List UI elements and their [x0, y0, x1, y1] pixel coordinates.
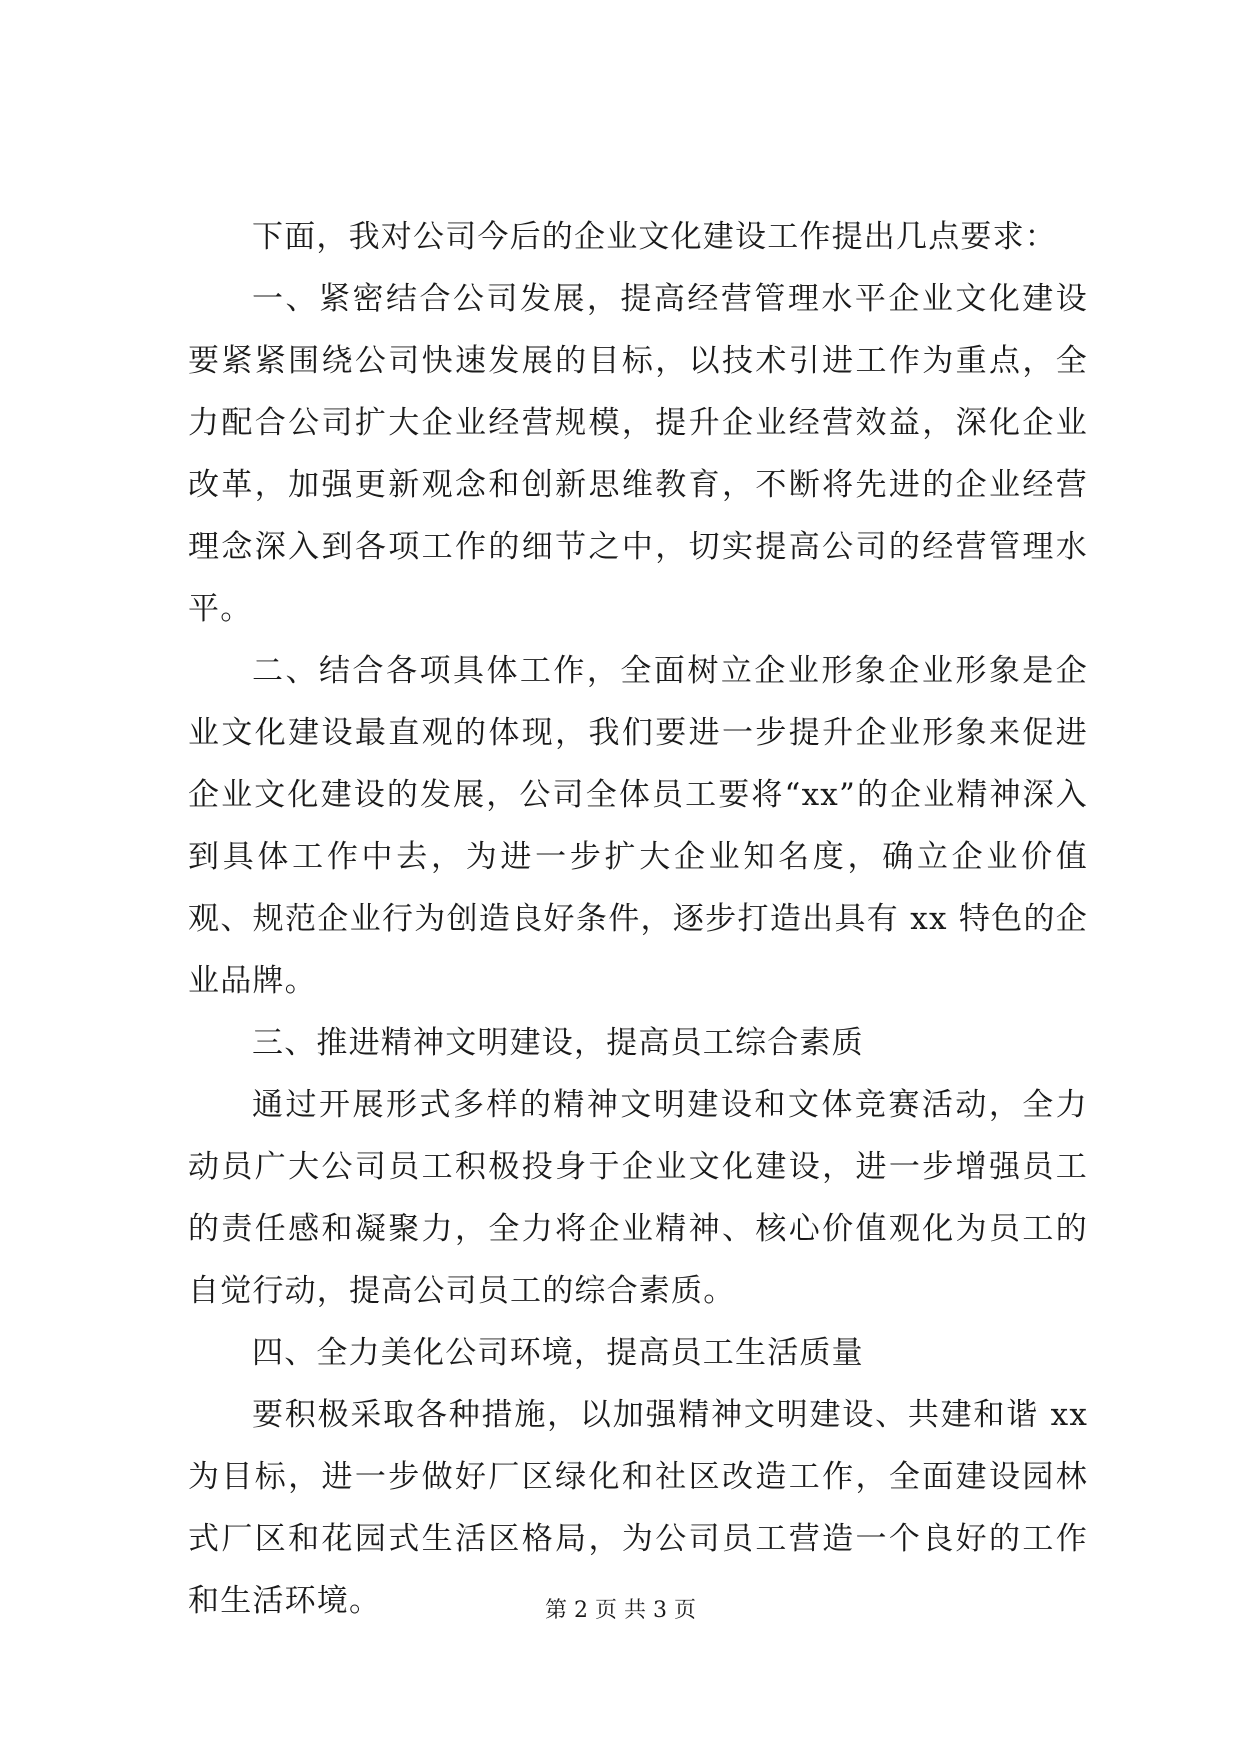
heading-section-three: 三、推进精神文明建设，提高员工综合素质: [252, 1025, 864, 1061]
heading-section-four: 四、全力美化公司环境，提高员工生活质量: [252, 1335, 864, 1371]
paragraph-section-three: 通过开展形式多样的精神文明建设和文体竞赛活动，全力动员广大公司员工积极投身于企业文化建设，进一步增强员工的责任感和凝聚力，全力将企业精神、核心价值观化为员工的自觉行动，提高公司员工的综合素质。: [188, 1087, 1088, 1309]
document-body: [188, 206, 1088, 1632]
paragraph-intro: 下面，我对公司今后的企业文化建设工作提出几点要求：: [252, 219, 1057, 255]
paragraph-section-two: 二、结合各项具体工作，全面树立企业形象企业形象是企业文化建设最直观的体现，我们要进一步提升企业形象来促进企业文化建设的发展，公司全体员工要将“xx”的企业精神深入到具体工作中去，为进一步扩大企业知名度，确立企业价值观、规范企业行为创造良好条件，逐步打造出具有 xx 特色的企业品牌。: [188, 653, 1088, 999]
paragraph-section-four: 要积极采取各种措施，以加强精神文明建设、共建和谐 xx为目标，进一步做好厂区绿化和社区改造工作，全面建设园林式厂区和花园式生活区格局，为公司员工营造一个良好的工作和生活环境。: [188, 1397, 1088, 1619]
page-number-footer: 第 2 页 共 3 页: [545, 1598, 696, 1623]
paragraph-section-one: 一、紧密结合公司发展，提高经营管理水平企业文化建设要紧紧围绕公司快速发展的目标，以技术引进工作为重点，全力配合公司扩大企业经营规模，提升企业经营效益，深化企业改革，加强更新观念和创新思维教育，不断将先进的企业经营理念深入到各项工作的细节之中，切实提高公司的经营管理水平。: [188, 281, 1088, 627]
